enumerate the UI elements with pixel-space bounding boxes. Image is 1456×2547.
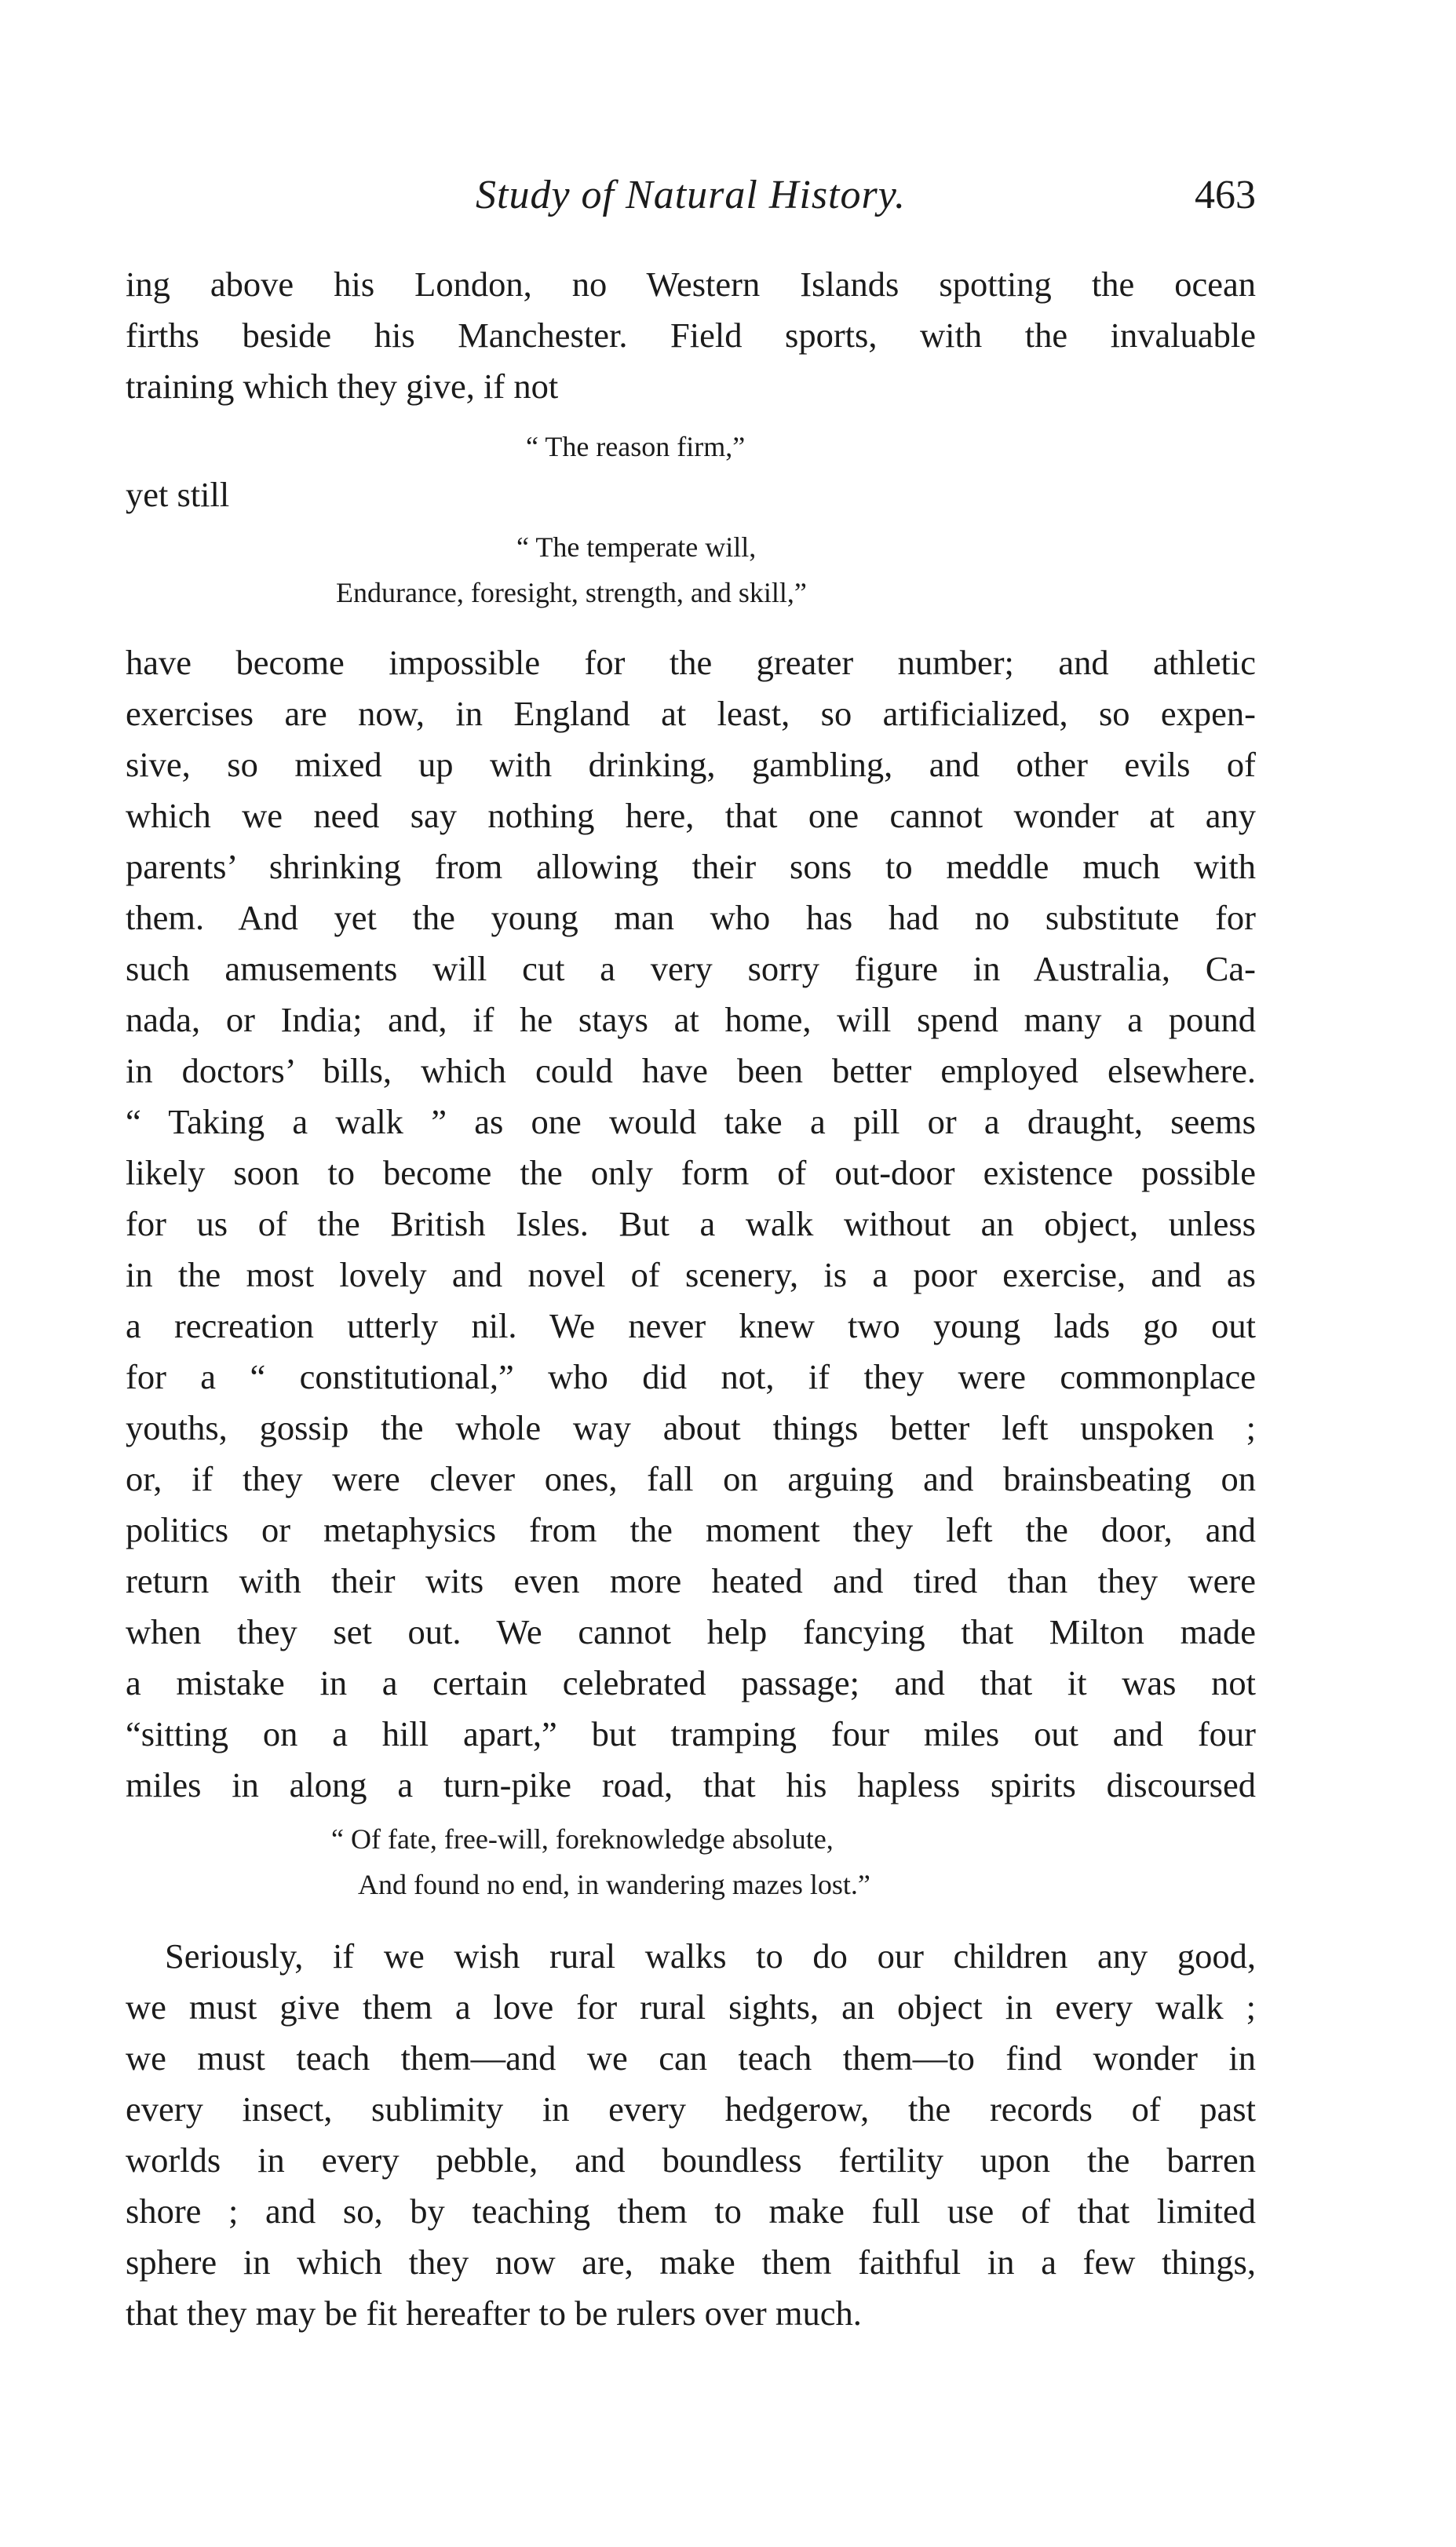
- text-line: politics or metaphysics from the moment they left the door, and: [126, 1510, 1256, 1549]
- text-line: yet still: [126, 475, 230, 514]
- text-line: for a “ constitutional,” who did not, if they were commonplace: [126, 1357, 1256, 1396]
- running-title: Study of Natural History.: [476, 173, 906, 217]
- text-line: ing above his London, no Western Islands spotting the ocean: [126, 265, 1256, 304]
- text-line: we must teach them—and we can teach them—to find wonder in: [126, 2038, 1256, 2078]
- connector-text: [126, 469, 1256, 520]
- text-line: a mistake in a certain celebrated passage; and that it was not: [126, 1663, 1256, 1702]
- running-head: [126, 168, 1256, 223]
- text-line: training which they give, if not: [126, 367, 559, 406]
- text-line: in the most lovely and novel of scenery, is a poor exercise, and as: [126, 1255, 1256, 1294]
- text-line: “sitting on a hill apart,” but tramping four miles out and four: [126, 1714, 1256, 1753]
- verse-quote-temperate: [126, 524, 1256, 615]
- text-line: worlds in every pebble, and boundless fertility upon the barren: [126, 2140, 1256, 2180]
- paragraph-main: [126, 637, 1256, 1811]
- verse-quote-milton: [126, 1816, 1256, 1907]
- verse-line: Endurance, foresight, strength, and skill,”: [336, 577, 807, 608]
- text-line: that they may be fit hereafter to be rulers over much.: [126, 2293, 862, 2333]
- verse-line: “ Of fate, free-will, foreknowledge absolute,: [331, 1823, 834, 1855]
- text-line: firths beside his Manchester. Field sports, with the invaluable: [126, 316, 1256, 355]
- text-line: or, if they were clever ones, fall on arguing and brainsbeating on: [126, 1459, 1256, 1498]
- text-line: miles in along a turn-pike road, that his hapless spirits discoursed: [126, 1765, 1256, 1804]
- verse-line: “ The reason firm,”: [526, 431, 746, 462]
- text-line: which we need say nothing here, that one cannot wonder at any: [126, 796, 1256, 835]
- text-line: such amusements will cut a very sorry figure in Australia, Ca-: [126, 949, 1256, 988]
- text-line: sphere in which they now are, make them faithful in a few things,: [126, 2242, 1256, 2282]
- text-line: likely soon to become the only form of out-door existence possible: [126, 1153, 1256, 1192]
- text-line: “ Taking a walk ” as one would take a pill or a draught, seems: [126, 1102, 1256, 1141]
- text-line: when they set out. We cannot help fancying that Milton made: [126, 1612, 1256, 1651]
- text-line: them. And yet the young man who has had no substitute for: [126, 898, 1256, 937]
- text-line: youths, gossip the whole way about things better left unspoken ;: [126, 1408, 1256, 1447]
- text-line: shore ; and so, by teaching them to make full use of that limited: [126, 2191, 1256, 2231]
- verse-line: And found no end, in wandering mazes lost.”: [358, 1869, 870, 1900]
- text-line: Seriously, if we wish rural walks to do our children any good,: [165, 1936, 1256, 1976]
- text-line: we must give them a love for rural sights, an object in every walk ;: [126, 1987, 1256, 2027]
- verse-line: “ The temperate will,: [516, 531, 757, 563]
- text-line: sive, so mixed up with drinking, gambling, and other evils of: [126, 745, 1256, 784]
- text-line: for us of the British Isles. But a walk without an object, unless: [126, 1204, 1256, 1243]
- text-line: return with their wits even more heated and tired than they were: [126, 1561, 1256, 1600]
- text-line: have become impossible for the greater number; and athletic: [126, 643, 1256, 682]
- text-line: in doctors’ bills, which could have been better employed elsewhere.: [126, 1051, 1256, 1090]
- paragraph-continuation: [126, 259, 1256, 412]
- verse-quote-reason: [126, 424, 1256, 469]
- paragraph-final: [126, 1931, 1256, 2339]
- text-line: a recreation utterly nil. We never knew two young lads go out: [126, 1306, 1256, 1345]
- page-number: 463: [1195, 173, 1256, 217]
- text-line: every insect, sublimity in every hedgerow, the records of past: [126, 2089, 1256, 2129]
- text-line: parents’ shrinking from allowing their sons to meddle much with: [126, 847, 1256, 886]
- text-line: nada, or India; and, if he stays at home, will spend many a pound: [126, 1000, 1256, 1039]
- text-line: exercises are now, in England at least, so artificialized, so expen-: [126, 694, 1256, 733]
